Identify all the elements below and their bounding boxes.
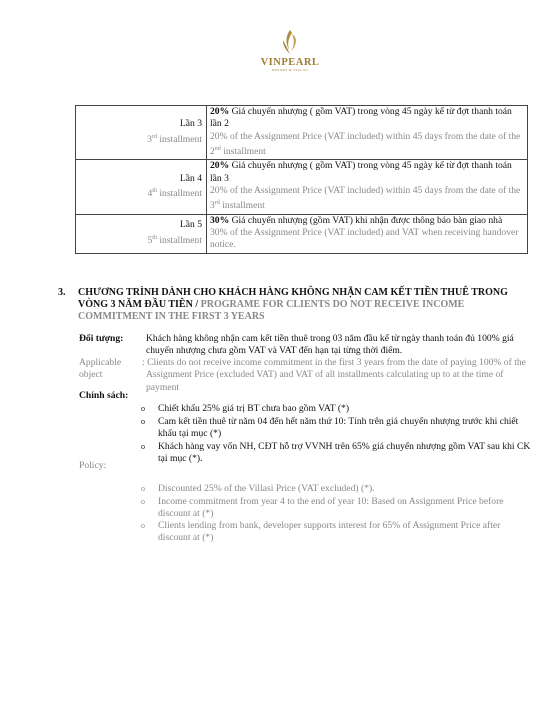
bullet-circle-icon: o [141, 521, 145, 530]
bullet-circle-icon: o [141, 442, 145, 451]
installment-label-en: 3rd installment [147, 133, 202, 145]
installment-desc-cell [207, 214, 528, 253]
bullet-circle-icon: o [141, 404, 145, 413]
installment-label-cell [76, 160, 207, 214]
installment-desc-vi: 30% Giá chuyển nhượng (gồm VAT) khi nhận được thông báo bàn giao nhà [210, 214, 503, 226]
bullet-circle-icon: o [141, 497, 145, 506]
logo-wordmark: VINPEARL [260, 57, 320, 68]
section-number: 3. [58, 287, 66, 298]
installment-desc-vi: 20% Giá chuyển nhượng ( gồm VAT) trong vòng 45 ngày kể từ đợt thanh toán lần 2 [210, 106, 512, 130]
object-text-vi: Khách hàng không nhận cam kết tiền thuê trong 03 năm đầu kể từ ngày thanh toán đủ 100% giá chuyển nhượng chưa gồm VAT và VAT đến hạn tại từng thời điểm. [146, 333, 514, 357]
installment-desc-cell [207, 106, 528, 160]
section-title [78, 287, 508, 323]
table-row [76, 214, 528, 253]
installment-desc-cell [207, 160, 528, 214]
installment-desc-en: 30% of the Assignment Price (VAT included) and VAT when receiving handover notice. [210, 227, 519, 251]
object-text-en: : Clients do not receive income commitment in the first 3 years from the date of paying 100% of the Assignment Price (excluded VAT) and VAT of all installments calculating up to at the time of payment [142, 357, 526, 393]
installment-label-en: 4th installment [147, 187, 202, 200]
table-row [76, 106, 528, 160]
policy-item-vi: o Chiết khấu 25% giá trị BT chưa bao gồm VAT (*) [141, 403, 350, 414]
object-label-en: Applicable object [79, 357, 122, 381]
policy-item-en: o Clients lending from bank, developer supports interest for 65% of Assignment Price after discount at (*) [141, 520, 501, 544]
installment-label-vi: Lần 5 [179, 219, 202, 231]
vinpearl-emblem-icon [277, 28, 303, 56]
bullet-circle-icon: o [141, 417, 145, 426]
installment-label-vi: Lần 4 [179, 172, 202, 184]
installment-label-vi: Lần 3 [179, 118, 202, 130]
object-label-vi: Đối tượng: [79, 333, 124, 344]
installment-label-cell [76, 106, 207, 160]
bullet-circle-icon: o [141, 484, 145, 493]
installment-label-cell [76, 214, 207, 253]
table-row [76, 160, 528, 214]
installment-table [75, 105, 528, 254]
installment-desc-en: 20% of the Assignment Price (VAT included) within 45 days from the date of the 2nd installment [210, 130, 521, 158]
policy-item-vi: o Khách hàng vay vốn NH, CĐT hỗ trợ VVNH trên 65% giá chuyển nhượng gồm VAT sau khi CK tại mục (*). [141, 441, 531, 465]
vinpearl-logo [255, 28, 325, 72]
policy-label-vi: Chính sách: [79, 390, 129, 401]
installment-desc-vi: 20% Giá chuyển nhượng ( gồm VAT) trong vòng 45 ngày kể từ đợt thanh toán lần 3 [210, 160, 512, 184]
installment-desc-en: 20% of the Assignment Price (VAT included) within 45 days from the date of the 3rd installment [210, 184, 521, 212]
installment-label-en: 5th installment [147, 234, 202, 246]
logo-tagline: RESORT & VILLAS [272, 68, 308, 72]
policy-item-en: o Discounted 25% of the Villasi Price (VAT excluded) (*). [141, 483, 375, 494]
section-title-en: PROGRAME FOR CLIENTS DO NOT RECEIVE INCOME COMMITMENT IN THE FIRST 3 YEARS [78, 299, 465, 322]
policy-item-vi: o Cam kết tiền thuê từ năm 04 đến hết năm thứ 10: Tính trên giá chuyển nhượng trước khi chiết khấu tại mục (*) [141, 416, 519, 440]
policy-item-en: o Income commitment from year 4 to the end of year 10: Based on Assignment Price before discount at (*) [141, 496, 504, 520]
policy-label-en: Policy: [79, 460, 107, 471]
section-title-vi: CHƯƠNG TRÌNH DÀNH CHO KHÁCH HÀNG KHÔNG NHẬN CAM KẾT TIỀN THUÊ TRONG VÒNG 3 NĂM ĐẦU TIÊN / [78, 287, 508, 310]
